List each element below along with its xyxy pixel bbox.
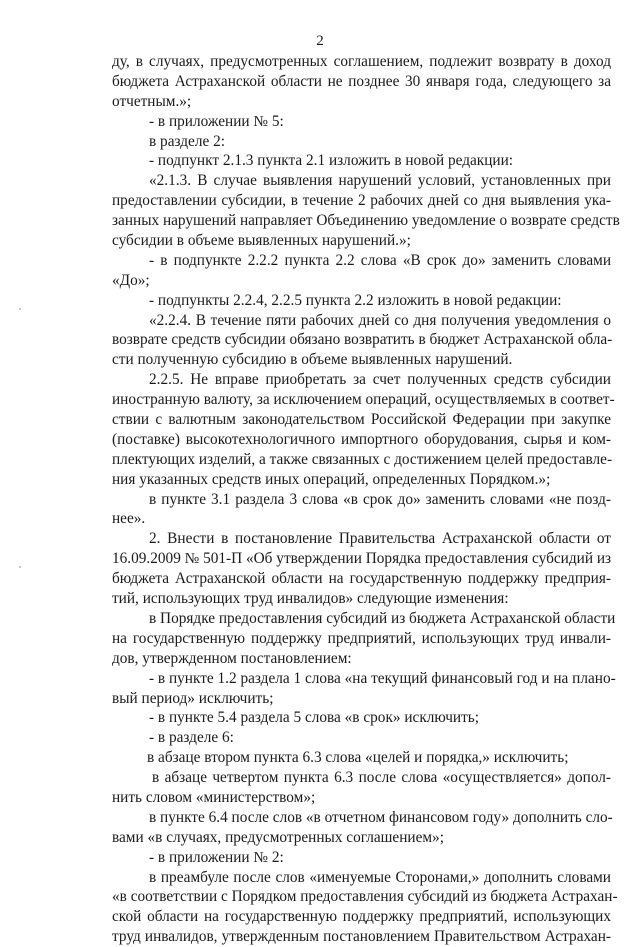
text-line: - в разделе 6: <box>149 729 234 747</box>
text-line: бюджета Астраханской области не позднее 30 января года, следующего за <box>112 72 611 90</box>
text-line: отчетным.»; <box>112 92 192 110</box>
document-body <box>112 52 620 947</box>
text-line: - в пункте 5.4 раздела 5 слова «в срок» исключить; <box>149 709 480 727</box>
text-line: вами «в случаях, предусмотренных соглашением»; <box>112 828 444 846</box>
text-line: тий, использующих труд инвалидов» следующие изменения: <box>112 590 509 608</box>
text-line: нее». <box>112 510 146 528</box>
text-line: (поставке) высокотехнологичного импортного оборудования, сырья и ком- <box>112 430 611 448</box>
text-line: в пункте 3.1 раздела 3 слова «в срок до» заменить словами «не позд- <box>149 490 611 508</box>
text-line: на государственную поддержку предприятий, использующих труд инвали- <box>112 629 611 647</box>
text-line: «2.2.4. В течение пяти рабочих дней со дня получения уведомления о <box>149 311 611 329</box>
text-line: ния указанных средств иных операций, определенных Порядком.»; <box>112 470 551 488</box>
text-line: «2.1.3. В случае выявления нарушений условий, установленных при <box>149 172 611 190</box>
text-line: - в подпункте 2.2.2 пункта 2.2 слова «В срок до» заменить словами <box>149 251 611 269</box>
text-line: бюджета Астраханской области на государственную поддержку предприя- <box>112 570 611 588</box>
scan-speck <box>19 566 21 568</box>
text-line: ской области на государственную поддержку предприятий, использующих <box>112 908 611 926</box>
text-line: иностранную валюту, за исключением операций, осуществляемых в соответ- <box>112 391 615 409</box>
text-line: - в пункте 1.2 раздела 1 слова «на текущий финансовый год и на плано- <box>149 669 616 687</box>
text-line: в абзаце четвертом пункта 6.3 после слова «осуществляется» допол- <box>152 769 611 787</box>
text-line: предоставлении субсидии, в течение 2 рабочих дней со дня выявления ука- <box>112 192 611 210</box>
text-line: дов, утвержденном постановлением: <box>112 649 352 667</box>
text-line: в разделе 2: <box>149 132 225 150</box>
text-line: вый период» исключить; <box>112 689 274 707</box>
scan-speck <box>19 308 21 310</box>
text-line: в Порядке предоставления субсидий из бюджета Астраханской области <box>149 609 616 627</box>
text-line: плектующих изделий, а также связанных с достижением целей предоставле- <box>112 450 613 468</box>
text-line: возврате средств субсидии обязано возвратить в бюджет Астраханской обла- <box>112 331 613 349</box>
text-line: в абзаце втором пункта 6.3 слова «целей и порядка,» исключить; <box>147 749 569 767</box>
text-line: в преамбуле после слов «именуемые Сторонами,» дополнить словами <box>149 868 611 886</box>
text-line: нить словом «министерством»; <box>112 788 316 806</box>
text-line: «До»; <box>112 271 150 289</box>
text-line: 16.09.2009 № 501-П «Об утверждении Порядка предоставления субсидий из <box>112 550 612 568</box>
page-number: 2 <box>316 33 324 49</box>
text-line: труд инвалидов, утвержденным постановлением Правительством Астрахан- <box>112 928 611 946</box>
text-line: субсидии в объеме выявленных нарушений.»; <box>112 232 411 250</box>
text-line: 2.2.5. Не вправе приобретать за счет полученных средств субсидии <box>149 371 611 389</box>
text-line: ду, в случаях, предусмотренных соглашением, подлежит возврату в доход <box>112 53 611 70</box>
text-line: - подпункты 2.2.4, 2.2.5 пункта 2.2 изложить в новой редакции: <box>149 291 562 309</box>
text-line: - в приложении № 2: <box>149 848 284 866</box>
text-line: 2. Внести в постановление Правительства Астраханской области от <box>149 530 611 548</box>
text-line: занных нарушений направляет Объединению уведомление о возврате средств <box>112 212 620 230</box>
text-line: - в приложении № 5: <box>149 112 284 130</box>
text-line: в пункте 6.4 после слов «в отчетном финансовом году» дополнить сло- <box>149 808 613 826</box>
text-line: сти полученную субсидию в объеме выявленных нарушений. <box>112 351 513 369</box>
text-line: - подпункт 2.1.3 пункта 2.1 изложить в новой редакции: <box>149 152 514 170</box>
text-line: ствии с валютным законодательством Российской Федерации при закупке <box>112 411 611 429</box>
text-line: «в соответствии с Порядком предоставления субсидий из бюджета Астрахан- <box>112 888 618 906</box>
